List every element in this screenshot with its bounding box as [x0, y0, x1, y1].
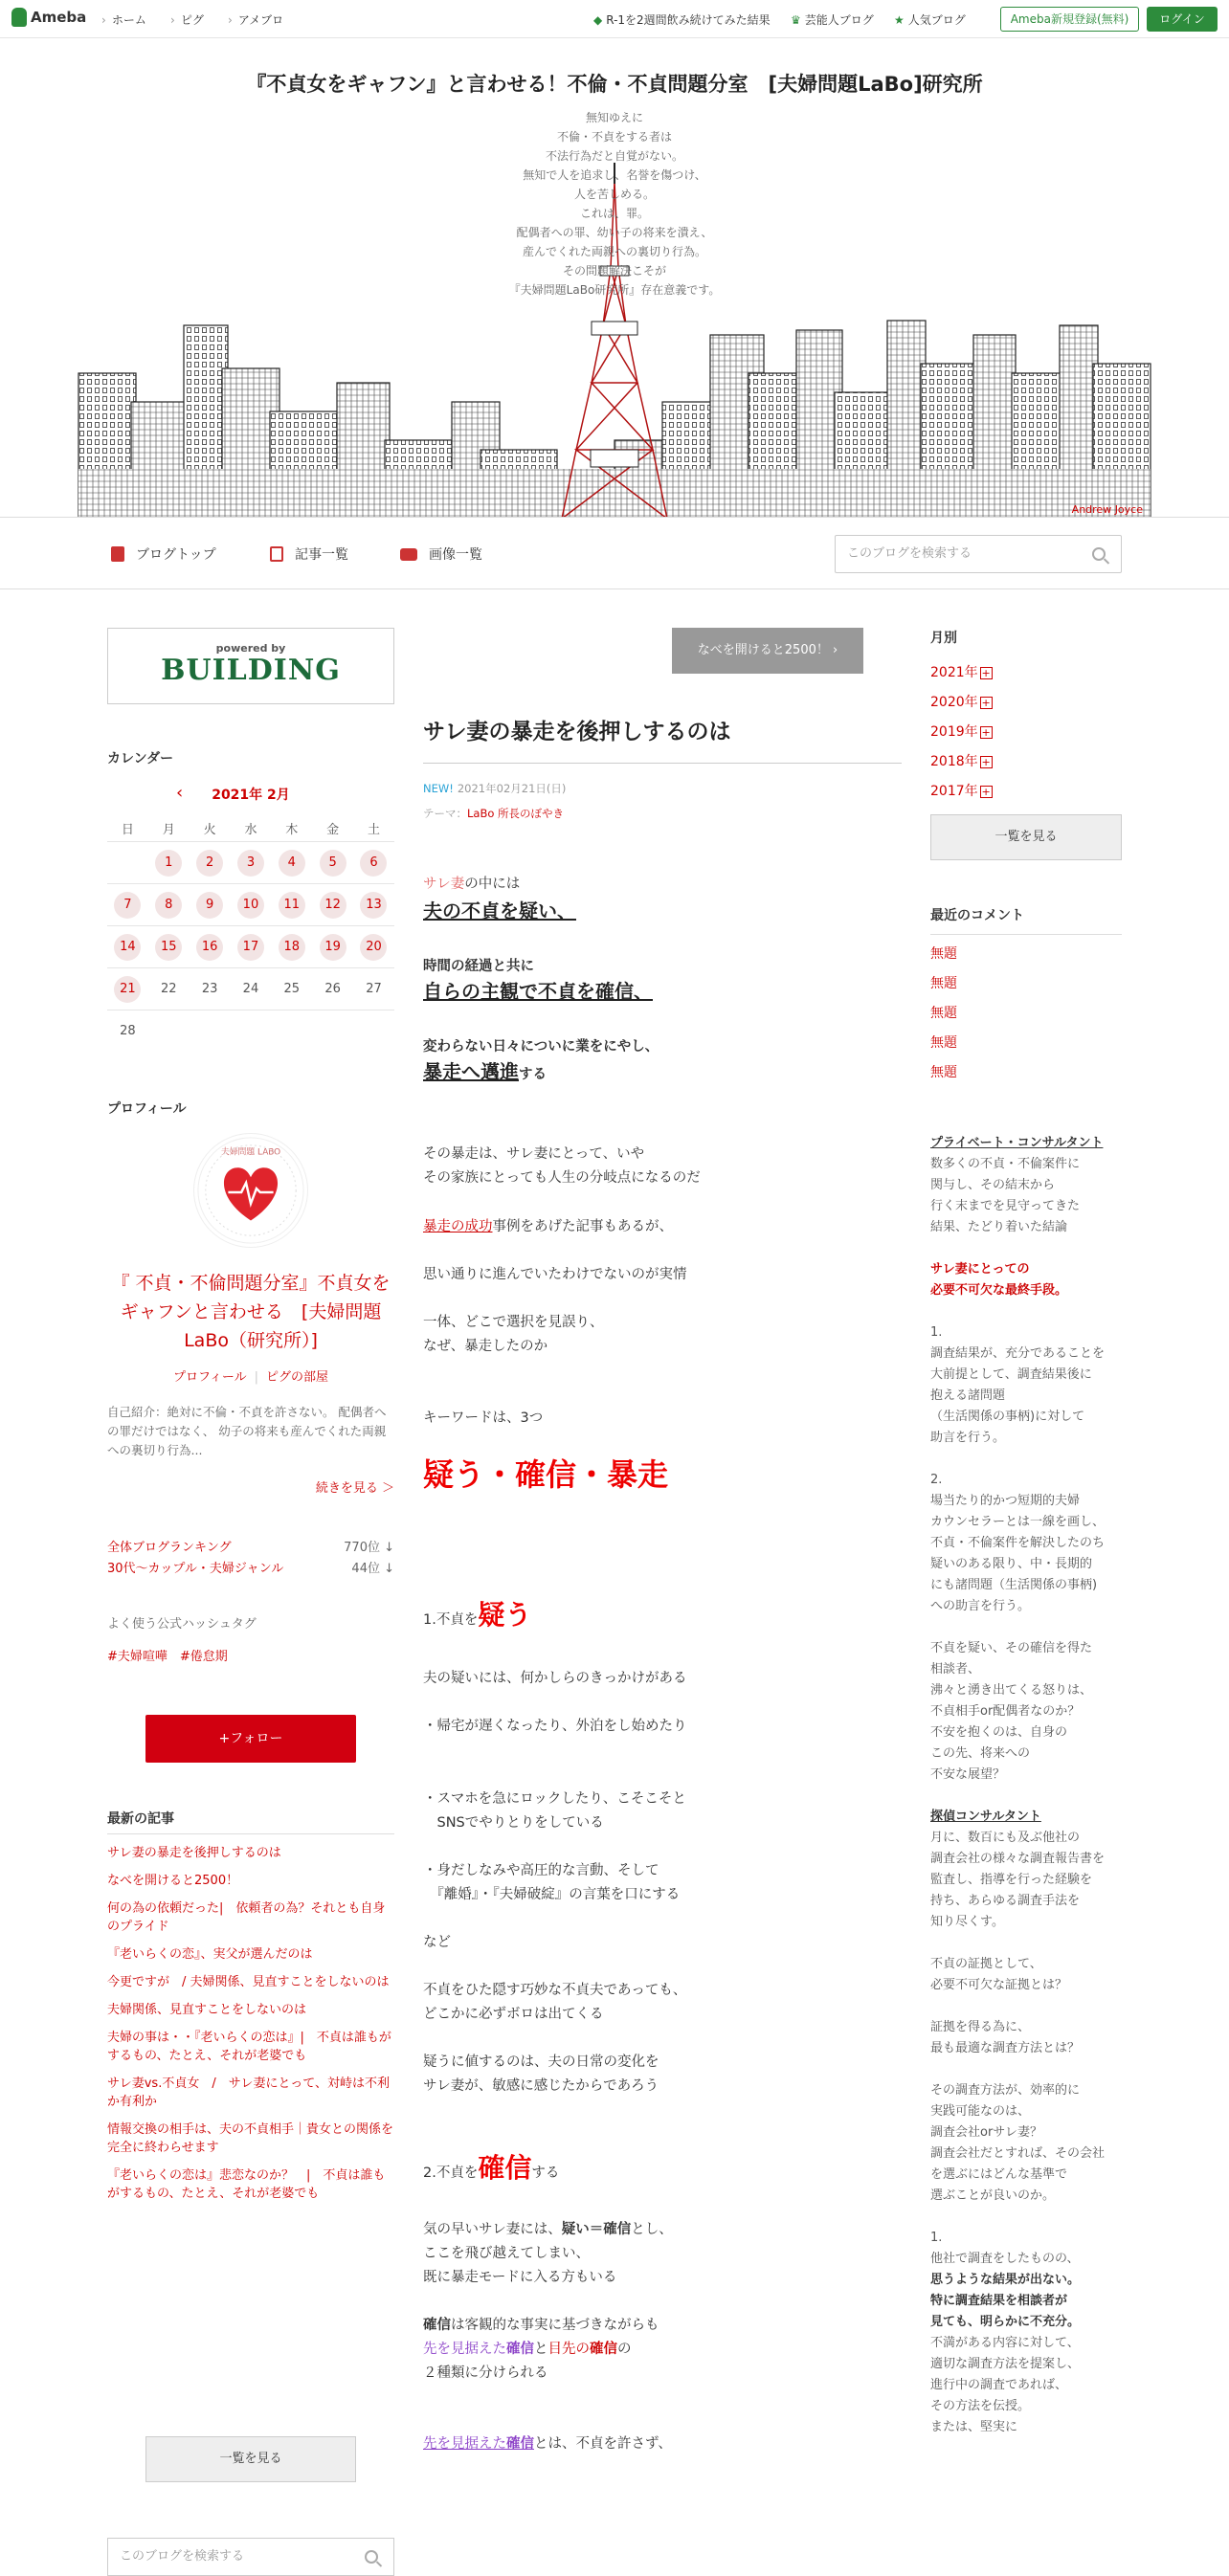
profile-title: プロフィール: [107, 1101, 187, 1117]
paragraph: ・帰宅が遅くなったり、外泊をし始めたり: [423, 1719, 687, 1734]
archive-year[interactable]: 2017年 +: [930, 784, 991, 799]
calendar-week: [107, 968, 394, 1010]
overall-ranking[interactable]: 全体ブログランキング 770位 ↓: [107, 1541, 394, 1555]
profile-name[interactable]: 『 不貞・不倫問題分室』不貞女をギャフンと言わせる [夫婦問題LaBo（研究所）]: [111, 1273, 391, 1351]
paragraph: その暴走は、サレ妻にとって、いや: [423, 1146, 645, 1162]
calendar-day: [312, 976, 353, 1003]
calendar-day-number[interactable]: 10: [237, 892, 264, 919]
blog-search-input-bottom[interactable]: このブログを検索する: [107, 2538, 394, 2576]
expand-icon[interactable]: +: [981, 725, 991, 739]
paragraph: 夫の不貞を疑い、: [423, 899, 576, 922]
calendar-day-number[interactable]: 1: [155, 850, 182, 877]
nav-ameblo[interactable]: › アメブロ: [228, 11, 283, 28]
recent-post-item[interactable]: 『老いらくの恋』、実父が選んだのは: [107, 1947, 313, 1962]
calendar-day-number[interactable]: 2: [196, 850, 223, 877]
paragraph: 先を見据えた確信とは、不貞を許さず、: [423, 2436, 672, 2452]
calendar-day: [148, 976, 190, 1003]
paragraph: どこかに必ずボロは出てくる: [423, 2007, 604, 2022]
ameba-frog-icon: [11, 8, 27, 27]
calendar-day-number[interactable]: 19: [320, 934, 346, 961]
calendar-day[interactable]: [271, 934, 312, 961]
calendar-day-number[interactable]: 18: [279, 934, 305, 961]
calendar-day-number[interactable]: 5: [320, 850, 346, 877]
calendar-day: [107, 1018, 148, 1045]
document-icon: [111, 546, 124, 562]
calendar-day: [353, 1016, 394, 1047]
expand-icon[interactable]: +: [981, 755, 991, 768]
archive-year[interactable]: 2019年 +: [930, 724, 991, 740]
login-button[interactable]: ログイン: [1147, 7, 1218, 32]
paragraph: 自らの主観で不貞を確信、: [423, 980, 653, 1003]
calendar-day[interactable]: [231, 892, 272, 919]
comment-link[interactable]: 無題: [930, 1006, 957, 1021]
paragraph: ・身だしなみや高圧的な言動、そして: [423, 1863, 659, 1878]
calendar-day: [148, 1016, 190, 1047]
recent-post-item[interactable]: 夫婦関係、見直すことをしないのは: [107, 2003, 307, 2017]
ameba-logo[interactable]: Ameba: [11, 8, 86, 27]
article-list-link[interactable]: 記事一覧: [270, 544, 348, 564]
blog-title[interactable]: 『不貞女をギャフン』と言わせる！不倫・不貞問題分室 [夫婦問題LaBo]研究所: [246, 73, 983, 96]
weekday-label: 木: [285, 823, 299, 837]
calendar-day-number[interactable]: 20: [360, 934, 387, 961]
monthly-archive-title: 月別: [930, 631, 957, 646]
calendar-day: [231, 976, 272, 1003]
calendar-day[interactable]: [107, 892, 148, 919]
prev-article-button[interactable]: なべを開けると2500！ ›: [672, 628, 863, 674]
blog-top-link[interactable]: ブログトップ: [111, 544, 216, 564]
calendar-day-number: [237, 1016, 264, 1043]
calendar-week: [107, 842, 394, 884]
chevron-right-icon: ›: [828, 643, 838, 657]
paragraph: 時間の経過と共に: [423, 959, 534, 974]
follow-button[interactable]: +フォロー: [145, 1715, 356, 1763]
calendar-day[interactable]: [312, 934, 353, 961]
calendar-day[interactable]: [190, 850, 231, 877]
calendar-day-number[interactable]: 12: [320, 892, 346, 919]
calendar-day-number: 24: [242, 981, 259, 996]
calendar-grid: [107, 815, 394, 1053]
article-date: NEW! 2021年02月21日(日): [423, 782, 567, 795]
calendar-day-number[interactable]: 6: [360, 850, 387, 877]
register-button[interactable]: Ameba新規登録(無料): [1000, 7, 1139, 32]
calendar-day: [190, 976, 231, 1003]
archive-year[interactable]: 2021年 +: [930, 665, 991, 680]
calendar-day: [312, 1016, 353, 1047]
paragraph: 確信は客観的な事実に基づきながらも: [423, 2318, 659, 2333]
comment-link[interactable]: 無題: [930, 1035, 957, 1051]
blog-tagline: 無知ゆえに 不倫・不貞をする者は 不法行為だと自覚がない。 無知で人を追求し、名誉を傷つけ、 人を苦しめる。 これは、罪。 配偶者への罪、幼い子の将来を潰え、 産んでくれた両親への裏切り行為。 その問題解決こそが 『夫婦問題LaBo研究所』存在意義です。: [508, 111, 721, 297]
section-heading: 2.不貞を確信する: [423, 2152, 560, 2184]
hashtag-list[interactable]: #夫婦喧嘩 #倦怠期: [107, 1650, 228, 1664]
calendar-day-number: [360, 1016, 387, 1043]
pigg-room-link[interactable]: ピグの部屋: [266, 1370, 329, 1385]
blog-search-input[interactable]: このブログを検索する: [835, 535, 1122, 573]
paragraph: 変わらない日々についに業をにやし、: [423, 1039, 659, 1055]
paragraph: ２種類に分けられる: [423, 2365, 548, 2381]
blog-nav: [0, 517, 1229, 589]
profile-links: プロフィール | ピグの部屋: [172, 1370, 329, 1385]
recent-view-all-button[interactable]: 一覧を見る: [145, 2436, 356, 2482]
calendar-day[interactable]: [231, 934, 272, 961]
calendar-day-number: [114, 848, 141, 875]
calendar-day-number: 28: [120, 1024, 136, 1038]
recent-post-item[interactable]: 今更ですが / 夫婦関係、見直すことをしないのは: [107, 1975, 390, 1989]
calendar-day-number[interactable]: 16: [196, 934, 223, 961]
calendar-day[interactable]: [353, 934, 394, 961]
paragraph: 気の早いサレ妻には、疑い＝確信とし、: [423, 2222, 673, 2237]
paragraph: ・スマホを急にロックしたり、こそこそと: [423, 1791, 686, 1807]
calendar-day[interactable]: [312, 892, 353, 919]
weekday-label: 月: [162, 823, 175, 837]
calendar-day-number[interactable]: 14: [114, 934, 141, 961]
calendar-day-number[interactable]: 7: [114, 892, 141, 919]
weekday-label: 水: [244, 823, 257, 837]
calendar-week: [107, 926, 394, 968]
calendar-day-number[interactable]: 9: [196, 892, 223, 919]
diamond-icon: ◆: [593, 13, 603, 27]
svg-text:夫婦問題 LABO: 夫婦問題 LABO: [220, 1147, 281, 1158]
paragraph: 暴走へ邁進する: [423, 1060, 547, 1083]
comment-link[interactable]: 無題: [930, 946, 957, 962]
calendar-weekdays: [107, 815, 394, 842]
calendar-day-number[interactable]: 15: [155, 934, 182, 961]
keyword-heading: 疑う・確信・暴走: [423, 1456, 669, 1493]
recent-post-item[interactable]: サレ妻vs.不貞女 / サレ妻にとって、対峙は不利か有利か: [107, 2076, 390, 2109]
paragraph: 疑うに値するのは、夫の日常の変化を: [423, 2054, 659, 2070]
archive-view-all-button[interactable]: 一覧を見る: [930, 814, 1122, 860]
calendar-day-number[interactable]: 4: [279, 850, 305, 877]
paragraph: サレ妻が、敏感に感じたからであろう: [423, 2078, 659, 2094]
ameba-header: [0, 0, 1229, 38]
profile-more-link[interactable]: 続きを見る ＞: [315, 1481, 394, 1496]
calendar-day-number[interactable]: 3: [237, 850, 264, 877]
calendar-day: [271, 1016, 312, 1047]
calendar-day[interactable]: [148, 934, 190, 961]
calendar-month: ‹ 2021年 2月: [176, 783, 290, 803]
calendar-day-number: 23: [201, 981, 218, 996]
section-heading: 1.不貞を疑う: [423, 1599, 532, 1631]
weekday-label: 火: [203, 823, 216, 837]
paragraph: 不貞をひた隠す巧妙な不貞夫であっても、: [423, 1983, 687, 1998]
calendar-day[interactable]: [231, 850, 272, 877]
calendar-day-number: [196, 1016, 223, 1043]
paragraph: ここを飛び越えてしまい、: [423, 2246, 590, 2261]
left-sidebar: [107, 628, 394, 2564]
paragraph: 既に暴走モードに入る方もいる: [423, 2270, 617, 2285]
calendar-day-number[interactable]: 21: [114, 976, 141, 1003]
paragraph: 『離婚』・『夫婦破綻』の言葉を口にする: [423, 1887, 681, 1902]
paragraph: 一体、どこで選択を見誤り、: [423, 1315, 604, 1330]
calendar-day[interactable]: [190, 934, 231, 961]
success-story-link[interactable]: 暴走の成功: [423, 1219, 493, 1234]
paragraph: サレ妻の中には: [423, 877, 521, 892]
calendar-day[interactable]: [271, 892, 312, 919]
paragraph: なぜ、暴走したのか: [423, 1339, 548, 1354]
link-celebrity-blog[interactable]: ♛ 芸能人ブログ: [791, 13, 874, 27]
calendar-day[interactable]: [353, 850, 394, 877]
weekday-label: 日: [121, 823, 134, 837]
calendar-week: [107, 1010, 394, 1053]
calendar-day-number: 22: [160, 981, 177, 996]
calendar-day[interactable]: [312, 850, 353, 877]
free-space-text: プライベート・コンサルタント 数多くの不貞・不倫案件に 関与し、その結末から 行く末までを見守ってきた 結果、たどり着いた結論 サレ妻にとっての 必要不可欠な最終手段。 1. 調査結果が、充分であることを 大前提として、調査結果後に 抱える諸問題 （生活関係の事柄)に対して 助言を行う。 2. 場当たり的かつ短期的夫婦 カウンセラーとは一線を画し、 不貞・不倫案件を解決したのち 疑いのある限り、中・長期的 にも諸問題（生活関係の事柄) への助言を行う。 不貞を疑い、その確信を得た 相談者、 沸々と湧き出てくる怒りは、 不貞相手or配偶者なのか？ 不安を抱くのは、自身の この先、将来への 不安な展望？ 探偵コンサルタント 月に、数百にも及ぶ他社の 調査会社の様々な調査報告書を 監査し、指導を行った経験を 持ち、あらゆる調査手法を 知り尽くす。 不貞の証拠として、 必要不可欠な証拠とは？ 証拠を得る為に、 最も最適な調査方法とは？ その調査方法が、効率的に 実践可能なのは、 調査会社orサレ妻？ 調査会社だとすれば、その会社 を選ぶにはどんな基準で 選ぶことが良いのか。 1. 他社で調査をしたものの、 思うような結果が出ない。 特に調査結果を相談者が 見ても、明らかに不充分。 不満がある内容に対して、 適切な調査方法を提案し、 進行中の調査であれば、 その方法を伝授。 または、堅実に: [930, 1136, 1106, 2434]
calendar-day[interactable]: [148, 892, 190, 919]
paragraph: 先を見据えた確信と目先の確信の: [423, 2342, 632, 2357]
calendar-day: [353, 976, 394, 1003]
search-icon[interactable]: [365, 2550, 378, 2564]
profile-link[interactable]: プロフィール: [172, 1370, 247, 1385]
building-ad[interactable]: powered by BUILDING: [107, 628, 394, 704]
theme-link[interactable]: LaBo 所長のぼやき: [467, 807, 565, 820]
profile-intro: 自己紹介：絶対に不倫・不貞を許さない。 配偶者への罪だけではなく、 幼子の将来も産んでくれた両親への裏切り行為...: [107, 1405, 387, 1457]
calendar-day[interactable]: [271, 850, 312, 877]
recent-post-item[interactable]: 情報交換の相手は、夫の不貞相手｜貴女との関係を完全に終わらせます: [107, 2122, 394, 2155]
recent-post-item[interactable]: 何の為の依頼だった| 依頼者の為？それとも自身のプライド: [107, 1901, 386, 1934]
calendar-day-number: [155, 1016, 182, 1043]
recent-comments-title: 最近のコメント: [930, 905, 1122, 935]
crown-icon: ♛: [791, 13, 801, 27]
recent-posts-title: 最新の記事: [107, 1811, 174, 1827]
star-icon: ★: [894, 13, 905, 27]
paragraph: 夫の疑いには、何かしらのきっかけがある: [423, 1671, 687, 1686]
paragraph: SNSでやりとりをしている: [423, 1815, 604, 1831]
paragraph: 暴走の成功事例をあげた記事もあるが、: [423, 1219, 673, 1234]
calendar-day[interactable]: [190, 892, 231, 919]
calendar-day-number[interactable]: 8: [155, 892, 182, 919]
recent-post-item[interactable]: サレ妻の暴走を後押しするのは: [107, 1846, 281, 1860]
comment-link[interactable]: 無題: [930, 976, 957, 991]
paragraph: キーワードは、3つ: [423, 1410, 544, 1426]
recent-post-item[interactable]: なべを開けると2500！: [107, 1874, 239, 1888]
weekday-label: 金: [326, 823, 340, 837]
calendar-day-number: [279, 1016, 305, 1043]
calendar-week: [107, 884, 394, 926]
calendar-day[interactable]: [107, 934, 148, 961]
camera-icon: [400, 548, 417, 561]
weekday-label: 土: [367, 823, 380, 837]
image-list-link[interactable]: 画像一覧: [400, 544, 482, 564]
calendar-day-number[interactable]: 13: [360, 892, 387, 919]
calendar-day-number: [320, 1016, 346, 1043]
calendar-day-number[interactable]: 11: [279, 892, 305, 919]
calendar-day: [190, 1016, 231, 1047]
link-r1-promo[interactable]: ◆ R-1を2週間飲み続けてみた結果: [593, 13, 771, 27]
recent-posts-list: [107, 1833, 394, 2203]
calendar-day: [271, 976, 312, 1003]
artist-signature: Andrew Joyce: [1071, 503, 1143, 516]
calendar-day-number[interactable]: 17: [237, 934, 264, 961]
archive-year[interactable]: 2018年 +: [930, 754, 991, 769]
expand-icon[interactable]: +: [981, 696, 991, 709]
genre-ranking[interactable]: 30代〜カップル・夫婦ジャンル 44位 ↓: [107, 1562, 394, 1576]
recent-post-item[interactable]: 『老いらくの恋は』悲恋なのか？ | 不貞は誰もがするもの、たとえ、それが老婆でも: [107, 2168, 386, 2201]
paragraph: など: [423, 1935, 451, 1950]
search-icon[interactable]: [1092, 547, 1106, 561]
calendar-day-number: 26: [324, 981, 341, 996]
comment-link[interactable]: 無題: [930, 1065, 957, 1080]
hashtag-title: よく使う公式ハッシュタグ: [107, 1617, 257, 1632]
calendar-day-number: 27: [366, 981, 382, 996]
paragraph: その家族にとっても人生の分岐点になるのだ: [423, 1170, 701, 1186]
calendar-day: [107, 848, 148, 878]
profile-avatar[interactable]: [193, 1133, 308, 1248]
expand-icon[interactable]: +: [981, 785, 991, 798]
paragraph: 思い通りに進んでいたわけでないのが実情: [423, 1267, 687, 1282]
link-popular-blog[interactable]: ★ 人気ブログ: [894, 13, 966, 27]
expand-icon[interactable]: +: [981, 666, 991, 679]
nav-pigg[interactable]: › ピグ: [170, 11, 204, 28]
calendar-day[interactable]: [148, 850, 190, 877]
calendar-day[interactable]: [353, 892, 394, 919]
chevron-left-icon[interactable]: ‹: [176, 783, 184, 803]
article-theme: テーマ：LaBo 所長のぼやき: [423, 807, 565, 820]
calendar-day[interactable]: [107, 976, 148, 1003]
nav-home[interactable]: › ホーム: [101, 11, 146, 28]
calendar-day-number: 25: [283, 981, 301, 996]
calendar-title: カレンダー: [107, 751, 174, 766]
list-icon: [270, 546, 283, 562]
article-title[interactable]: サレ妻の暴走を後押しするのは: [423, 714, 902, 764]
recent-post-item[interactable]: 夫婦の事は・・『老いらくの恋は』| 不貞は誰もがするもの、たとえ、それが老婆でも: [107, 2031, 391, 2063]
archive-year[interactable]: 2020年 +: [930, 695, 991, 710]
calendar-day: [231, 1016, 272, 1047]
